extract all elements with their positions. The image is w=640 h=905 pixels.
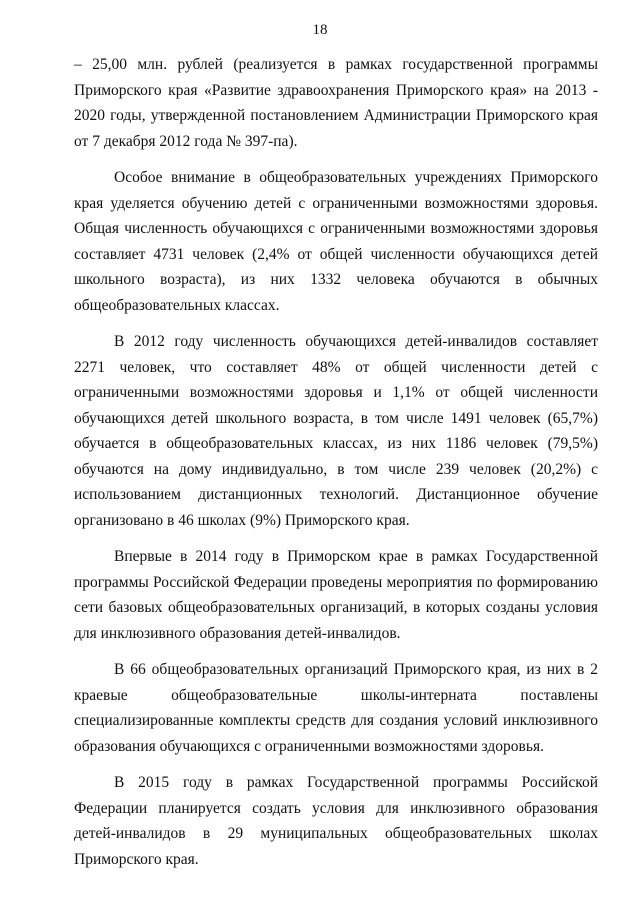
page-number: 18	[312, 22, 328, 38]
document-body	[74, 52, 598, 883]
paragraph-2014-base-network: Впервые в 2014 году в Приморском крае в рамках Государственной программы Российской Федерации проведены мероприятия по формированию сети базовых общеобразовательных организаций, в которых созданы условия для инклюзивного образования детей-инвалидов.	[74, 548, 598, 642]
paragraph-2012-statistics: В 2012 году численность обучающихся детей-инвалидов составляет 2271 человек, что составляет 48% от общей численности детей с ограниченными возможностями здоровья и 1,1% от общей численности обучающихся детей школьного возраста, в том числе 1491 человек (65,7%) обучается в общеобразовательных классах, из них 1186 человек (79,5%) обучаются на дому индивидуально, в том числе 239 человек (20,2%) с использованием дистанционных технологий. Дистанционное обучение организовано в 46 школах (9%) Приморского края.	[74, 333, 598, 529]
paragraph-funding-continuation: – 25,00 млн. рублей (реализуется в рамках государственной программы Приморского края «Развитие здравоохранения Приморского края» на 2013 - 2020 годы, утвержденной постановлением Администрации Приморского края от 7 декабря 2012 года № 397-па).	[74, 56, 598, 150]
paragraph-special-attention: Особое внимание в общеобразовательных учреждениях Приморского края уделяется обучению детей с ограниченными возможностями здоровья. Общая численность обучающихся с ограниченными возможностями здоровья составляет 4731 человек (2,4% от общей численности обучающихся детей школьного возраста), из них 1332 человека обучаются в обычных общеобразовательных классах.	[74, 169, 598, 314]
paragraph-66-organizations: В 66 общеобразовательных организаций Приморского края, из них в 2 краевые общеобразовательные школы-интерната поставлены специализированные комплекты средств для создания условий инклюзивного образования обучающихся с ограниченными возможностями здоровья.	[74, 661, 598, 755]
paragraph-2015-plan: В 2015 году в рамках Государственной программы Российской Федерации планируется создать условия для инклюзивного образования детей-инвалидов в 29 муниципальных общеобразовательных школах Приморского края.	[74, 774, 598, 868]
